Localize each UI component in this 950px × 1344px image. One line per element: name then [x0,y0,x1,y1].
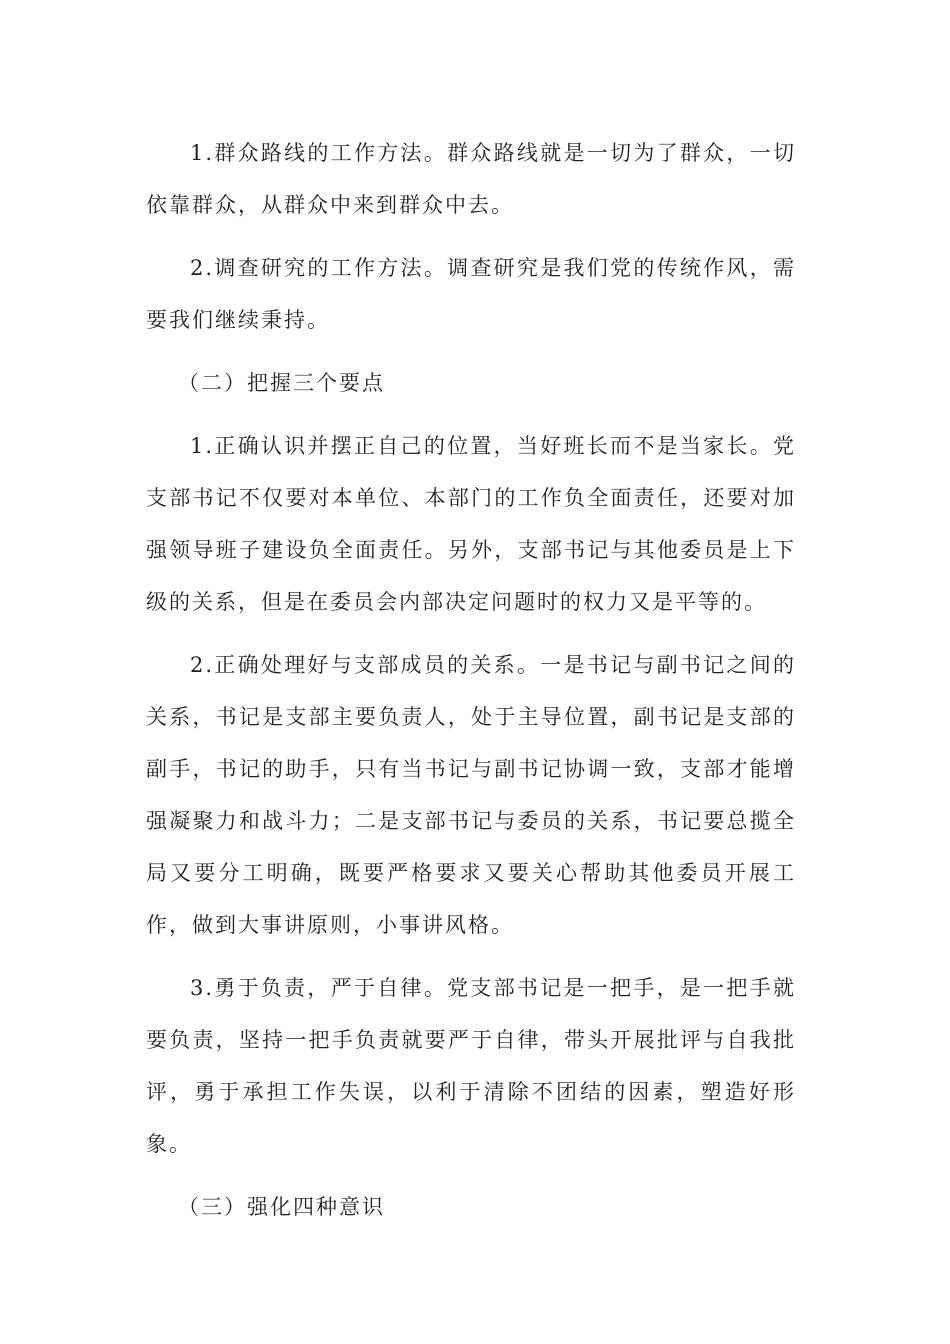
document-body [146,127,796,1244]
paragraph-mass-line-method: 1.群众路线的工作方法。群众路线就是一切为了群众，一切依靠群众，从群众中来到群众中去。 [146,141,796,217]
section-heading-four-awareness: （三）强化四种意识 [178,1195,385,1219]
paragraph-member-relations: 2.正确处理好与支部成员的关系。一是书记与副书记之间的关系，书记是支部主要负责人，处于主导位置，副书记是支部的副手，书记的助手，只有当书记与副书记协调一致，支部才能增强凝聚力和战斗力；二是支部书记与委员的关系，书记要总揽全局又要分工明确，既要严格要求又要关心帮助其他委员开展工作，做到大事讲原则，小事讲风格。 [146,653,796,937]
paragraph-correct-position: 1.正确认识并摆正自己的位置，当好班长而不是当家长。党支部书记不仅要对本单位、本部门的工作负全面责任，还要对加强领导班子建设负全面责任。另外，支部书记与其他委员是上下级的关系，但是在委员会内部决定问题时的权力又是平等的。 [146,434,796,614]
section-heading-three-points: （二）把握三个要点 [178,371,385,395]
paragraph-responsibility-discipline: 3.勇于负责，严于自律。党支部书记是一把手，是一把手就要负责，坚持一把手负责就要严于自律，带头开展批评与自我批评，勇于承担工作失误，以利于清除不团结的因素，塑造好形象。 [146,976,796,1156]
paragraph-investigation-method: 2.调查研究的工作方法。调查研究是我们党的传统作风，需要我们继续秉持。 [146,256,796,332]
